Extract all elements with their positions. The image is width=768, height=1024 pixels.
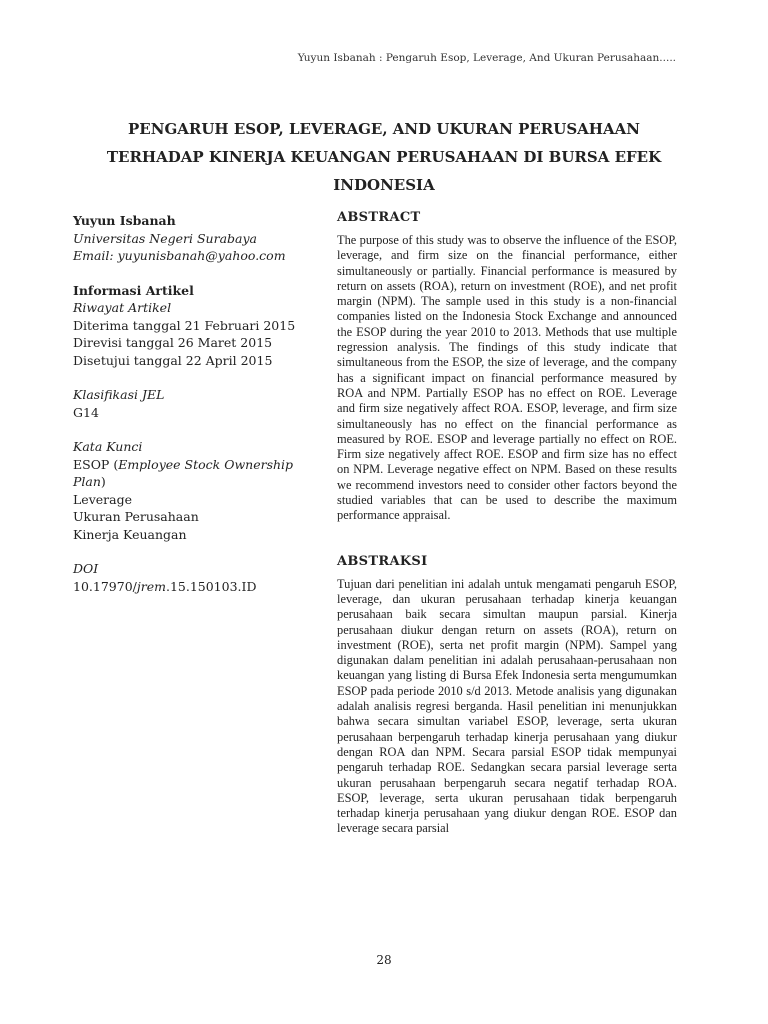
keyword-ukuran: Ukuran Perusahaan — [73, 509, 199, 524]
abstract-column — [337, 210, 677, 837]
jel-code: G14 — [73, 404, 99, 420]
article-info-heading: Informasi Artikel — [73, 282, 194, 298]
doi-value: 10.17970/jrem.15.150103.ID — [73, 578, 257, 594]
abstraksi-heading: ABSTRAKSI — [337, 553, 428, 569]
article-info-column — [73, 212, 328, 595]
keyword-esop: ESOP (Employee Stock Ownership Plan) — [73, 456, 294, 489]
abstraksi-text: Tujuan dari penelitian ini adalah untuk mengamati pengaruh ESOP, leverage, dan ukuran perusahaan terhadap kinerja keuangan perusahaan baik secara simultan maupun parsial. Kinerja perusahaan diukur dengan return on assets (ROA), return on investment (ROE), serta net profit margin (NPM). Sampel yang digunakan dalam penelitian ini adalah perusahaan-perusahaan non keuangan yang listing di Bursa Efek Indonesia serta mengumumkan ESOP pada periode 2010 s/d 2013. Metode analisis yang digunakan adalah analisis regresi berganda. Hasil penelitian ini menunjukkan bahwa secara simultan variabel ESOP, leverage, serta ukuran perusahaan berpengaruh terhadap kinerja perusahaan yang diukur dengan ROA dan NPM. Secara parsial ESOP tidak mempunyai pengaruh terhadap ROE. Sedangkan secara parsial leverage serta ukuran perusahaan berpengaruh secara negatif terhadap ROA. ESOP, leverage, serta ukuran perusahaan tidak berpengaruh terhadap kinerja perusahaan yang diukur dengan ROE. ESOP dan leverage secara parsial — [337, 576, 677, 836]
keyword-leverage: Leverage — [73, 491, 132, 507]
title-line-1: PENGARUH ESOP, LEVERAGE, AND UKURAN PERUSAHAAN — [128, 120, 640, 138]
article-title — [60, 115, 708, 199]
history-label: Riwayat Artikel — [73, 300, 172, 315]
page-number: 28 — [376, 953, 392, 967]
accepted-date: Disetujui tanggal 22 April 2015 — [73, 352, 273, 368]
abstract-text: The purpose of this study was to observe the influence of the ESOP, leverage, and firm size on the financial performance, either simultaneously or partially. Financial performance is measured by return on assets (ROA), return on investment (ROE), and net profit margin (NPM). The sample used in this study is a non-financial companies listed on the Indonesia Stock Exchange and announced the ESOP during the year 2010 to 2013. Methods that use multiple regression analysis. The findings of this study indicate that simultaneous from the ESOP, the size of leverage, and the company has a significant impact on financial performance measured by ROA and NPM. Partially ESOP has no effect on ROE. Leverage and firm size negatively affect ROA. ESOP, leverage, and firm size simultaneously has no effect on the financial performance as measured by ROE. ESOP and leverage partially no effect on ROE. Firm size negatively affect ROE. ESOP and firm size has no effect on NPM. Leverage negative effect on NPM. Based on these results we recommend investors need to consider other factors beyond the studied variables that can be used to describe the maximum performance appraisal. — [337, 233, 677, 523]
revised-date: Direvisi tanggal 26 Maret 2015 — [73, 335, 273, 350]
title-line-2: TERHADAP KINERJA KEUANGAN PERUSAHAAN DI BURSA EFEK — [106, 148, 662, 166]
doi-label: DOI — [73, 561, 99, 576]
title-line-3: INDONESIA — [333, 176, 435, 194]
running-header: Yuyun Isbanah : Pengaruh Esop, Leverage, And Ukuran Perusahaan..... — [297, 52, 676, 64]
received-date: Diterima tanggal 21 Februari 2015 — [73, 317, 296, 333]
author-name: Yuyun Isbanah — [73, 213, 176, 228]
jel-label: Klasifikasi JEL — [73, 387, 165, 402]
author-affiliation: Universitas Negeri Surabaya — [73, 230, 257, 246]
abstract-heading: ABSTRACT — [337, 210, 421, 225]
author-email: Email: yuyunisbanah@yahoo.com — [73, 248, 286, 263]
keyword-kinerja: Kinerja Keuangan — [73, 526, 187, 542]
keywords-label: Kata Kunci — [73, 439, 143, 454]
